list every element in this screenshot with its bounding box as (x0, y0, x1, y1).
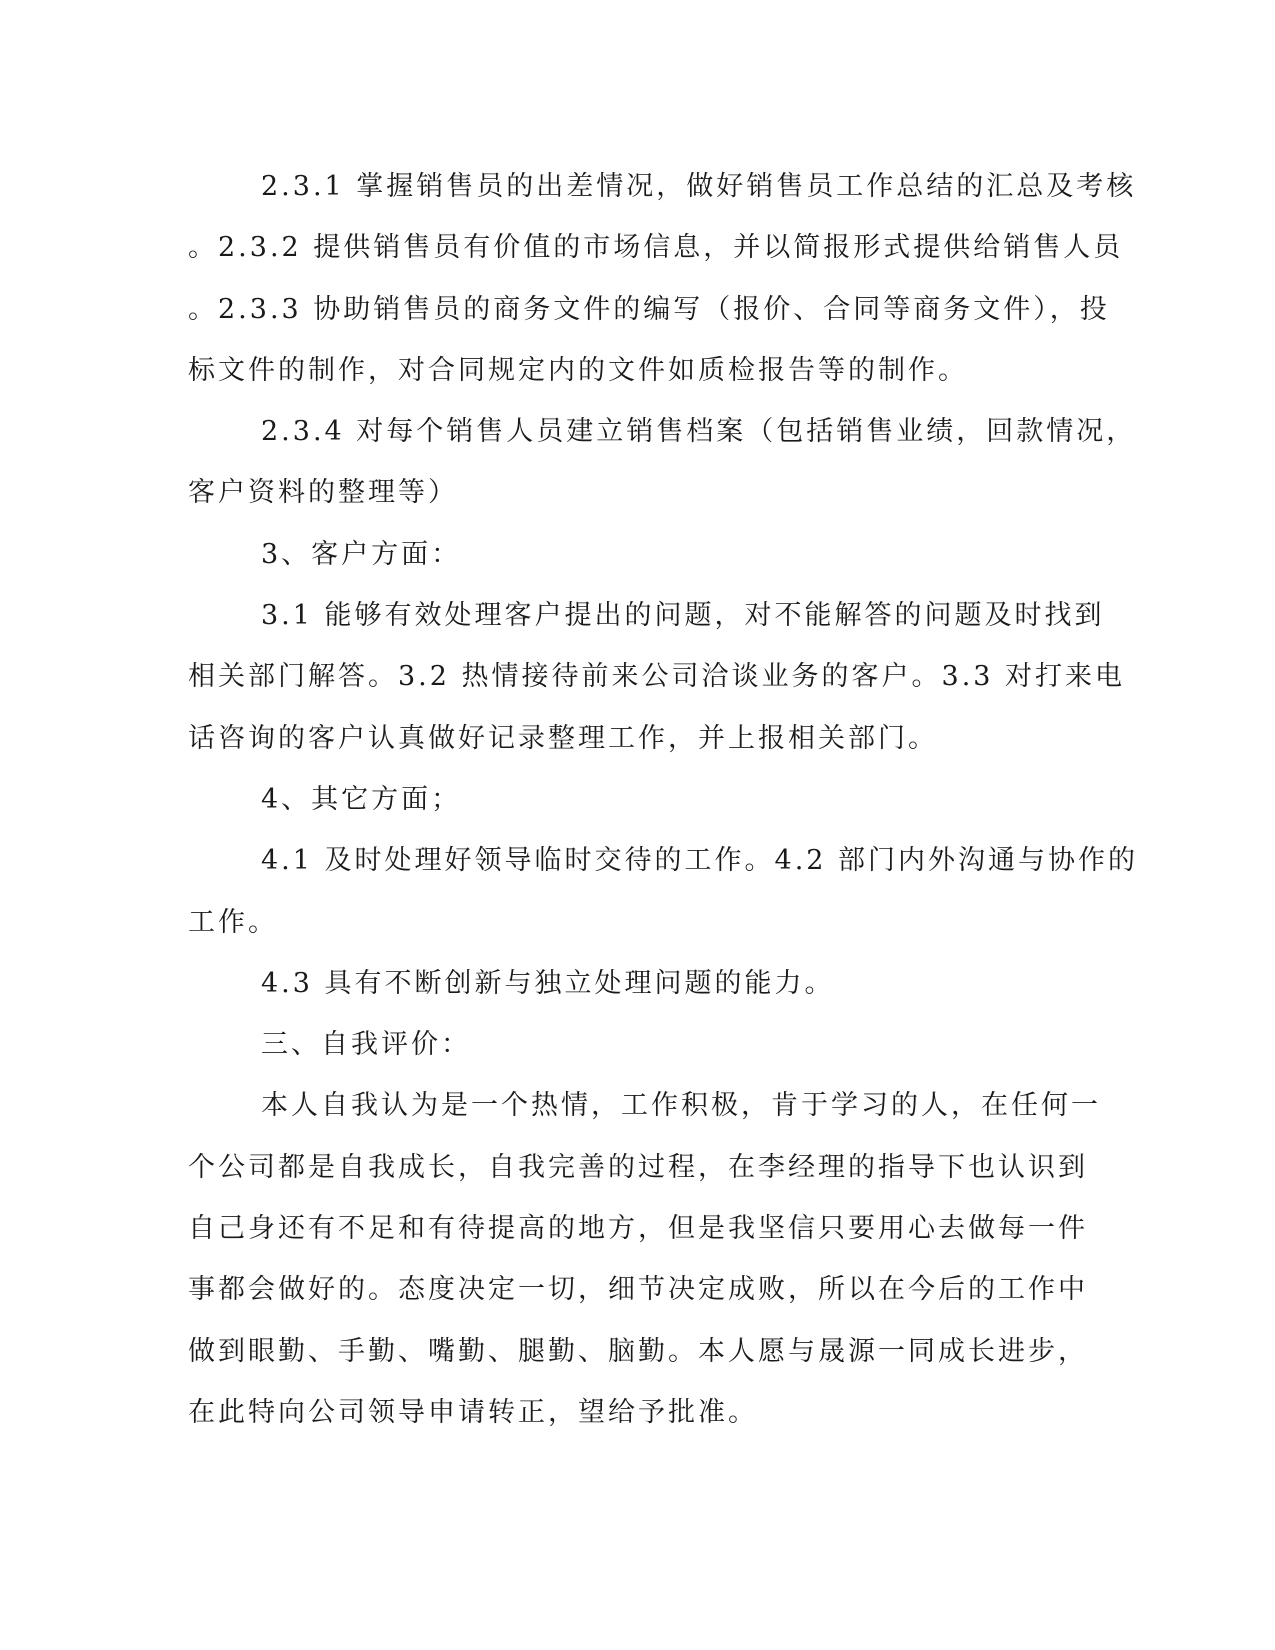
text-line: 做到眼勤、手勤、嘴勤、腿勤、脑勤。本人愿与晟源一同成长进步， (188, 1335, 1088, 1367)
text-line: 三、自我评价： (261, 1029, 471, 1061)
text-line: 3、客户方面： (261, 538, 462, 570)
text-line: 自己身还有不足和有待提高的地方，但是我坚信只要用心去做每一件 (188, 1213, 1088, 1245)
text-line: 本人自我认为是一个热情，工作积极，肯于学习的人，在任何一 (261, 1090, 1101, 1122)
text-line: 4、其它方面； (261, 783, 462, 815)
text-line: 4.1 及时处理好领导临时交待的工作。4.2 部门内外沟通与协作的 (261, 845, 1139, 877)
text-line: 工作。 (188, 906, 278, 938)
text-line: 在此特向公司领导申请转正，望给予批准。 (188, 1396, 758, 1428)
text-line: 2.3.4 对每个销售人员建立销售档案（包括销售业绩，回款情况， (261, 416, 1137, 448)
text-line: 4.3 具有不断创新与独立处理问题的能力。 (261, 967, 835, 999)
text-line: 话咨询的客户认真做好记录整理工作，并上报相关部门。 (188, 722, 938, 754)
text-line: 。2.3.2 提供销售员有价值的市场信息，并以简报形式提供给销售人员 (188, 232, 1124, 264)
text-line: 个公司都是自我成长，自我完善的过程，在李经理的指导下也认识到 (188, 1151, 1088, 1183)
document-body (188, 156, 1139, 1443)
text-line: 2.3.1 掌握销售员的出差情况，做好销售员工作总结的汇总及考核 (261, 171, 1137, 202)
text-line: 事都会做好的。态度决定一切，细节决定成败，所以在今后的工作中 (188, 1274, 1088, 1306)
text-line: 3.1 能够有效处理客户提出的问题，对不能解答的问题及时找到 (261, 600, 1105, 632)
text-line: 相关部门解答。3.2 热情接待前来公司洽谈业务的客户。3.3 对打来电 (188, 661, 1126, 693)
text-line: 客户资料的整理等） (188, 477, 458, 509)
text-line: 。2.3.3 协助销售员的商务文件的编写（报价、合同等商务文件），投 (188, 293, 1110, 325)
text-line: 标文件的制作，对合同规定内的文件如质检报告等的制作。 (188, 354, 968, 386)
